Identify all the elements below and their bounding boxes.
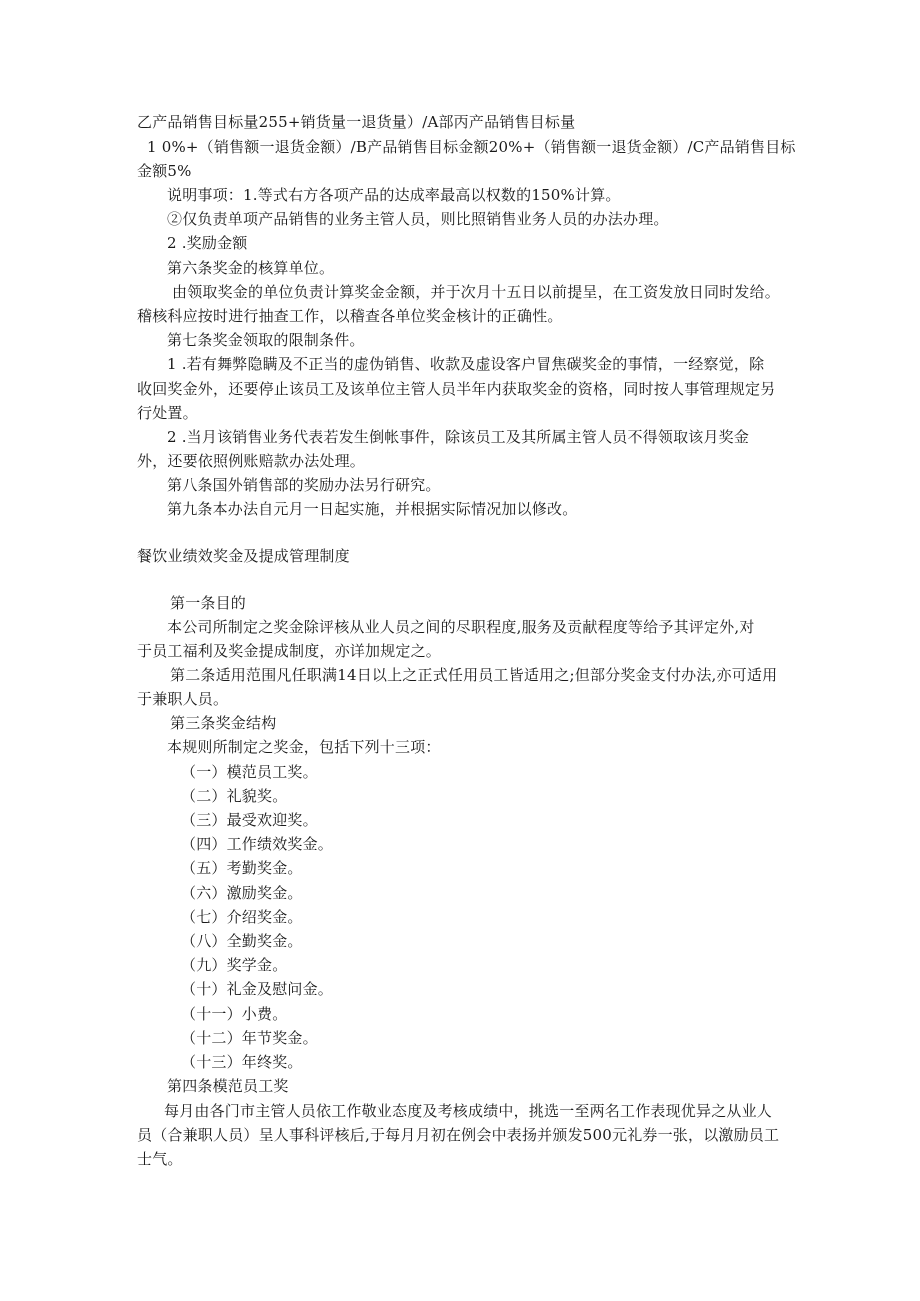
formula-line: 金额5% (137, 162, 192, 180)
list-item: （七）介绍奖金。 (181, 908, 303, 926)
formula-line: 乙产品销售目标量255+销货量一退货量）/A部丙产品销售目标量 (137, 113, 576, 131)
article-heading: 第四条模范员工奖 (167, 1077, 289, 1095)
paragraph-line: 士气。 (137, 1150, 183, 1168)
list-item: （十一）小费。 (181, 1005, 288, 1023)
article-heading: 第七条奖金领取的限制条件。 (167, 331, 365, 349)
paragraph-line: 第二条适用范围凡任职满14日以上之正式任用员工皆适用之;但部分奖金支付办法,亦可适用 (170, 666, 778, 684)
list-item: （六）激励奖金。 (181, 884, 303, 902)
list-item: 2 .奖励金额 (167, 234, 248, 252)
list-item: （三）最受欢迎奖。 (181, 811, 318, 829)
paragraph-line: 行处置。 (137, 404, 198, 422)
paragraph-line: 于兼职人员。 (137, 690, 229, 708)
list-item: （十三）年终奖。 (181, 1053, 303, 1071)
paragraph-line: 收回奖金外，还要停止该员工及该单位主管人员半年内获取奖金的资格，同时按人事管理规定另 (137, 380, 776, 398)
paragraph-line: 1 .若有舞弊隐瞒及不正当的虚伪销售、收款及虚设客户冒焦碳奖金的事情，一经察觉，除 (167, 355, 765, 373)
note-paragraph: ②仅负责单项产品销售的业务主管人员，则比照销售业务人员的办法办理。 (167, 210, 669, 228)
paragraph-line: 外，还要依照例账赔款办法处理。 (137, 452, 366, 470)
paragraph-line: 由领取奖金的单位负责计算奖金金额，并于次月十五日以前提呈，在工资发放日同时发给。 (172, 283, 781, 301)
note-paragraph: 说明事项：1.等式右方各项产品的达成率最高以权数的150%计算。 (167, 186, 621, 204)
list-item: （五）考勤奖金。 (181, 859, 303, 877)
document-title: 餐饮业绩效奖金及提成管理制度 (137, 547, 350, 565)
formula-line: 1 0%+（销售额一退货金额）/B产品销售目标金额20%+（销售额一退货金额）/C产品销售目标 (147, 138, 796, 156)
paragraph-line: 每月由各门市主管人员依工作敬业态度及考核成绩中，挑选一至两名工作表现优异之从业人 (164, 1102, 773, 1120)
list-item: （一）模范员工奖。 (181, 763, 318, 781)
paragraph-line: 稽核科应按时进行抽查工作，以稽查各单位奖金核计的正确性。 (137, 307, 563, 325)
paragraph-line: 本规则所制定之奖金，包括下列十三项： (167, 738, 441, 756)
article-heading: 第一条目的 (170, 594, 247, 612)
article-heading: 第八条国外销售部的奖励办法另行研究。 (167, 476, 441, 494)
paragraph-line: 本公司所制定之奖金除评核从业人员之间的尽职程度,服务及贡献程度等给予其评定外,对 (167, 618, 755, 636)
paragraph-line: 于员工福利及奖金提成制度，亦详加规定之。 (137, 642, 442, 660)
article-heading: 第三条奖金结构 (170, 714, 277, 732)
article-heading: 第九条本办法自元月一日起实施，并根据实际情况加以修改。 (167, 500, 578, 518)
paragraph-line: 2 .当月该销售业务代表若发生倒帐事件，除该员工及其所属主管人员不得领取该月奖金 (167, 428, 750, 446)
list-item: （九）奖学金。 (181, 956, 288, 974)
paragraph-line: 员（合兼职人员）呈人事科评核后,于每月月初在例会中表扬并颁发500元礼券一张，以激励员工 (137, 1126, 780, 1144)
list-item: （四）工作绩效奖金。 (181, 835, 334, 853)
list-item: （八）全勤奖金。 (181, 932, 303, 950)
list-item: （十二）年节奖金。 (181, 1029, 318, 1047)
list-item: （十）礼金及慰问金。 (181, 980, 334, 998)
article-heading: 第六条奖金的核算单位。 (167, 259, 335, 277)
list-item: （二）礼貌奖。 (181, 787, 288, 805)
